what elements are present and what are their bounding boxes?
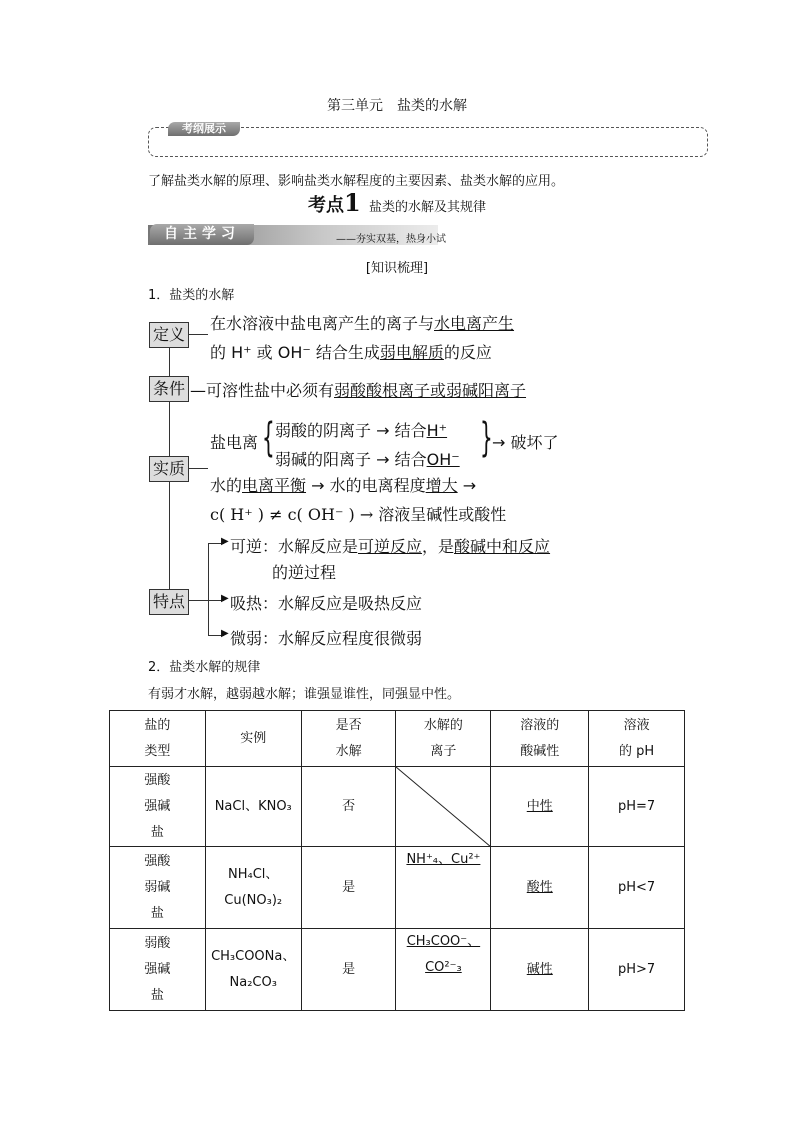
essence-line-4: c( H⁺ ) ≠ c( OH⁻ ) → 溶液呈碱性或酸性 [210, 505, 507, 524]
nature-cell: 酸性 [491, 847, 589, 929]
feature-weak: 微弱：水解反应程度很微弱 [230, 629, 423, 648]
definition-line-2: 的 H⁺ 或 OH⁻ 结合生成弱电解质的反应 [210, 343, 492, 362]
hydrolyze-cell: 是 [301, 929, 396, 1011]
nature-cell: 碱性 [491, 929, 589, 1011]
essence-row-1: 弱酸的阴离子 → 结合H⁺ [275, 421, 448, 440]
header-cell: 溶液的 酸碱性 [491, 711, 589, 767]
label-definition: 定义 [149, 322, 189, 348]
syllabus-tag: 考纲展示 [168, 122, 240, 136]
condition-text: —可溶性盐中必须有弱酸酸根离子或弱碱阳离子 [190, 381, 527, 400]
knowledge-heading: [知识梳理] [365, 261, 429, 276]
example-cell: NaCl、KNO₃ [205, 767, 301, 847]
header-cell: 实例 [205, 711, 301, 767]
feature-branch-line [208, 543, 209, 635]
essence-destroy: → 破坏了 [492, 433, 559, 452]
ion-cell: NH⁺₄、Cu²⁺ [396, 847, 491, 929]
arrow-head-3-icon: ▶ [221, 628, 229, 639]
exam-point-label: 考点 [308, 195, 344, 216]
hydrolyze-cell: 否 [301, 767, 396, 847]
table-header-row [110, 711, 685, 767]
feature-reversible: 可逆：水解反应是可逆反应，是酸碱中和反应 [230, 537, 551, 556]
essence-ion-label: 盐电离 [210, 433, 259, 452]
section-1-title: 1．盐类的水解 [148, 288, 235, 303]
syllabus-text: 了解盐类水解的原理、影响盐类水解程度的主要因素、盐类水解的应用。 [148, 174, 565, 189]
salt-type-cell: 弱酸 强碱 盐 [110, 929, 206, 1011]
header-cell: 溶液 的 pH [589, 711, 685, 767]
exam-point-heading [0, 188, 794, 217]
unit-title: 第三单元 盐类的水解 [327, 98, 467, 114]
right-brace: } [480, 415, 493, 461]
feature-reversible-cont: 的逆过程 [272, 563, 337, 582]
exam-point-title: 盐类的水解及其规律 [368, 200, 486, 215]
rule-text: 有弱才水解，越弱越水解；谁强显谁性，同强显中性。 [148, 687, 461, 702]
nature-cell: 中性 [491, 767, 589, 847]
example-cell: CH₃COONa、 Na₂CO₃ [205, 929, 301, 1011]
definition-connector [188, 334, 208, 335]
essence-connector [188, 468, 208, 469]
definition-line-1: 在水溶液中盐电离产生的离子与水电离产生 [210, 314, 515, 333]
label-essence: 实质 [149, 456, 189, 482]
label-feature: 特点 [149, 589, 189, 615]
exam-point-number: 1 [344, 188, 361, 217]
ion-cell: CH₃COO⁻、 CO²⁻₃ [396, 929, 491, 1011]
feature-endothermic: 吸热：水解反应是吸热反应 [230, 594, 423, 613]
header-cell: 水解的 离子 [396, 711, 491, 767]
salt-type-cell: 强酸 弱碱 盐 [110, 847, 206, 929]
header-cell: 盐的 类型 [110, 711, 206, 767]
ph-cell: pH>7 [589, 929, 685, 1011]
self-study-subtitle: ——夯实双基，热身小试 [336, 234, 446, 245]
example-cell: NH₄Cl、 Cu(NO₃)₂ [205, 847, 301, 929]
left-brace: { [262, 415, 275, 461]
arrow-head-2-icon: ▶ [221, 593, 229, 604]
hydrolyze-cell: 是 [301, 847, 396, 929]
label-condition: 条件 [149, 376, 189, 402]
table-row [110, 929, 685, 1011]
header-cell: 是否 水解 [301, 711, 396, 767]
essence-row-2: 弱碱的阳离子 → 结合OH⁻ [275, 450, 460, 469]
arrow-head-1-icon: ▶ [221, 536, 229, 547]
salt-type-cell: 强酸 强碱 盐 [110, 767, 206, 847]
hydrolysis-table [109, 710, 685, 1011]
ph-cell: pH=7 [589, 767, 685, 847]
essence-line-3: 水的电离平衡 → 水的电离程度增大 → [210, 476, 477, 495]
ph-cell: pH<7 [589, 847, 685, 929]
diagonal-line [396, 767, 491, 847]
table-row [110, 767, 685, 847]
feature-arrow-2 [188, 600, 224, 601]
self-study-tag: 自主学习 [150, 224, 254, 245]
table-row [110, 847, 685, 929]
section-2-title: 2．盐类水解的规律 [148, 660, 261, 675]
ion-cell-empty [396, 767, 491, 847]
